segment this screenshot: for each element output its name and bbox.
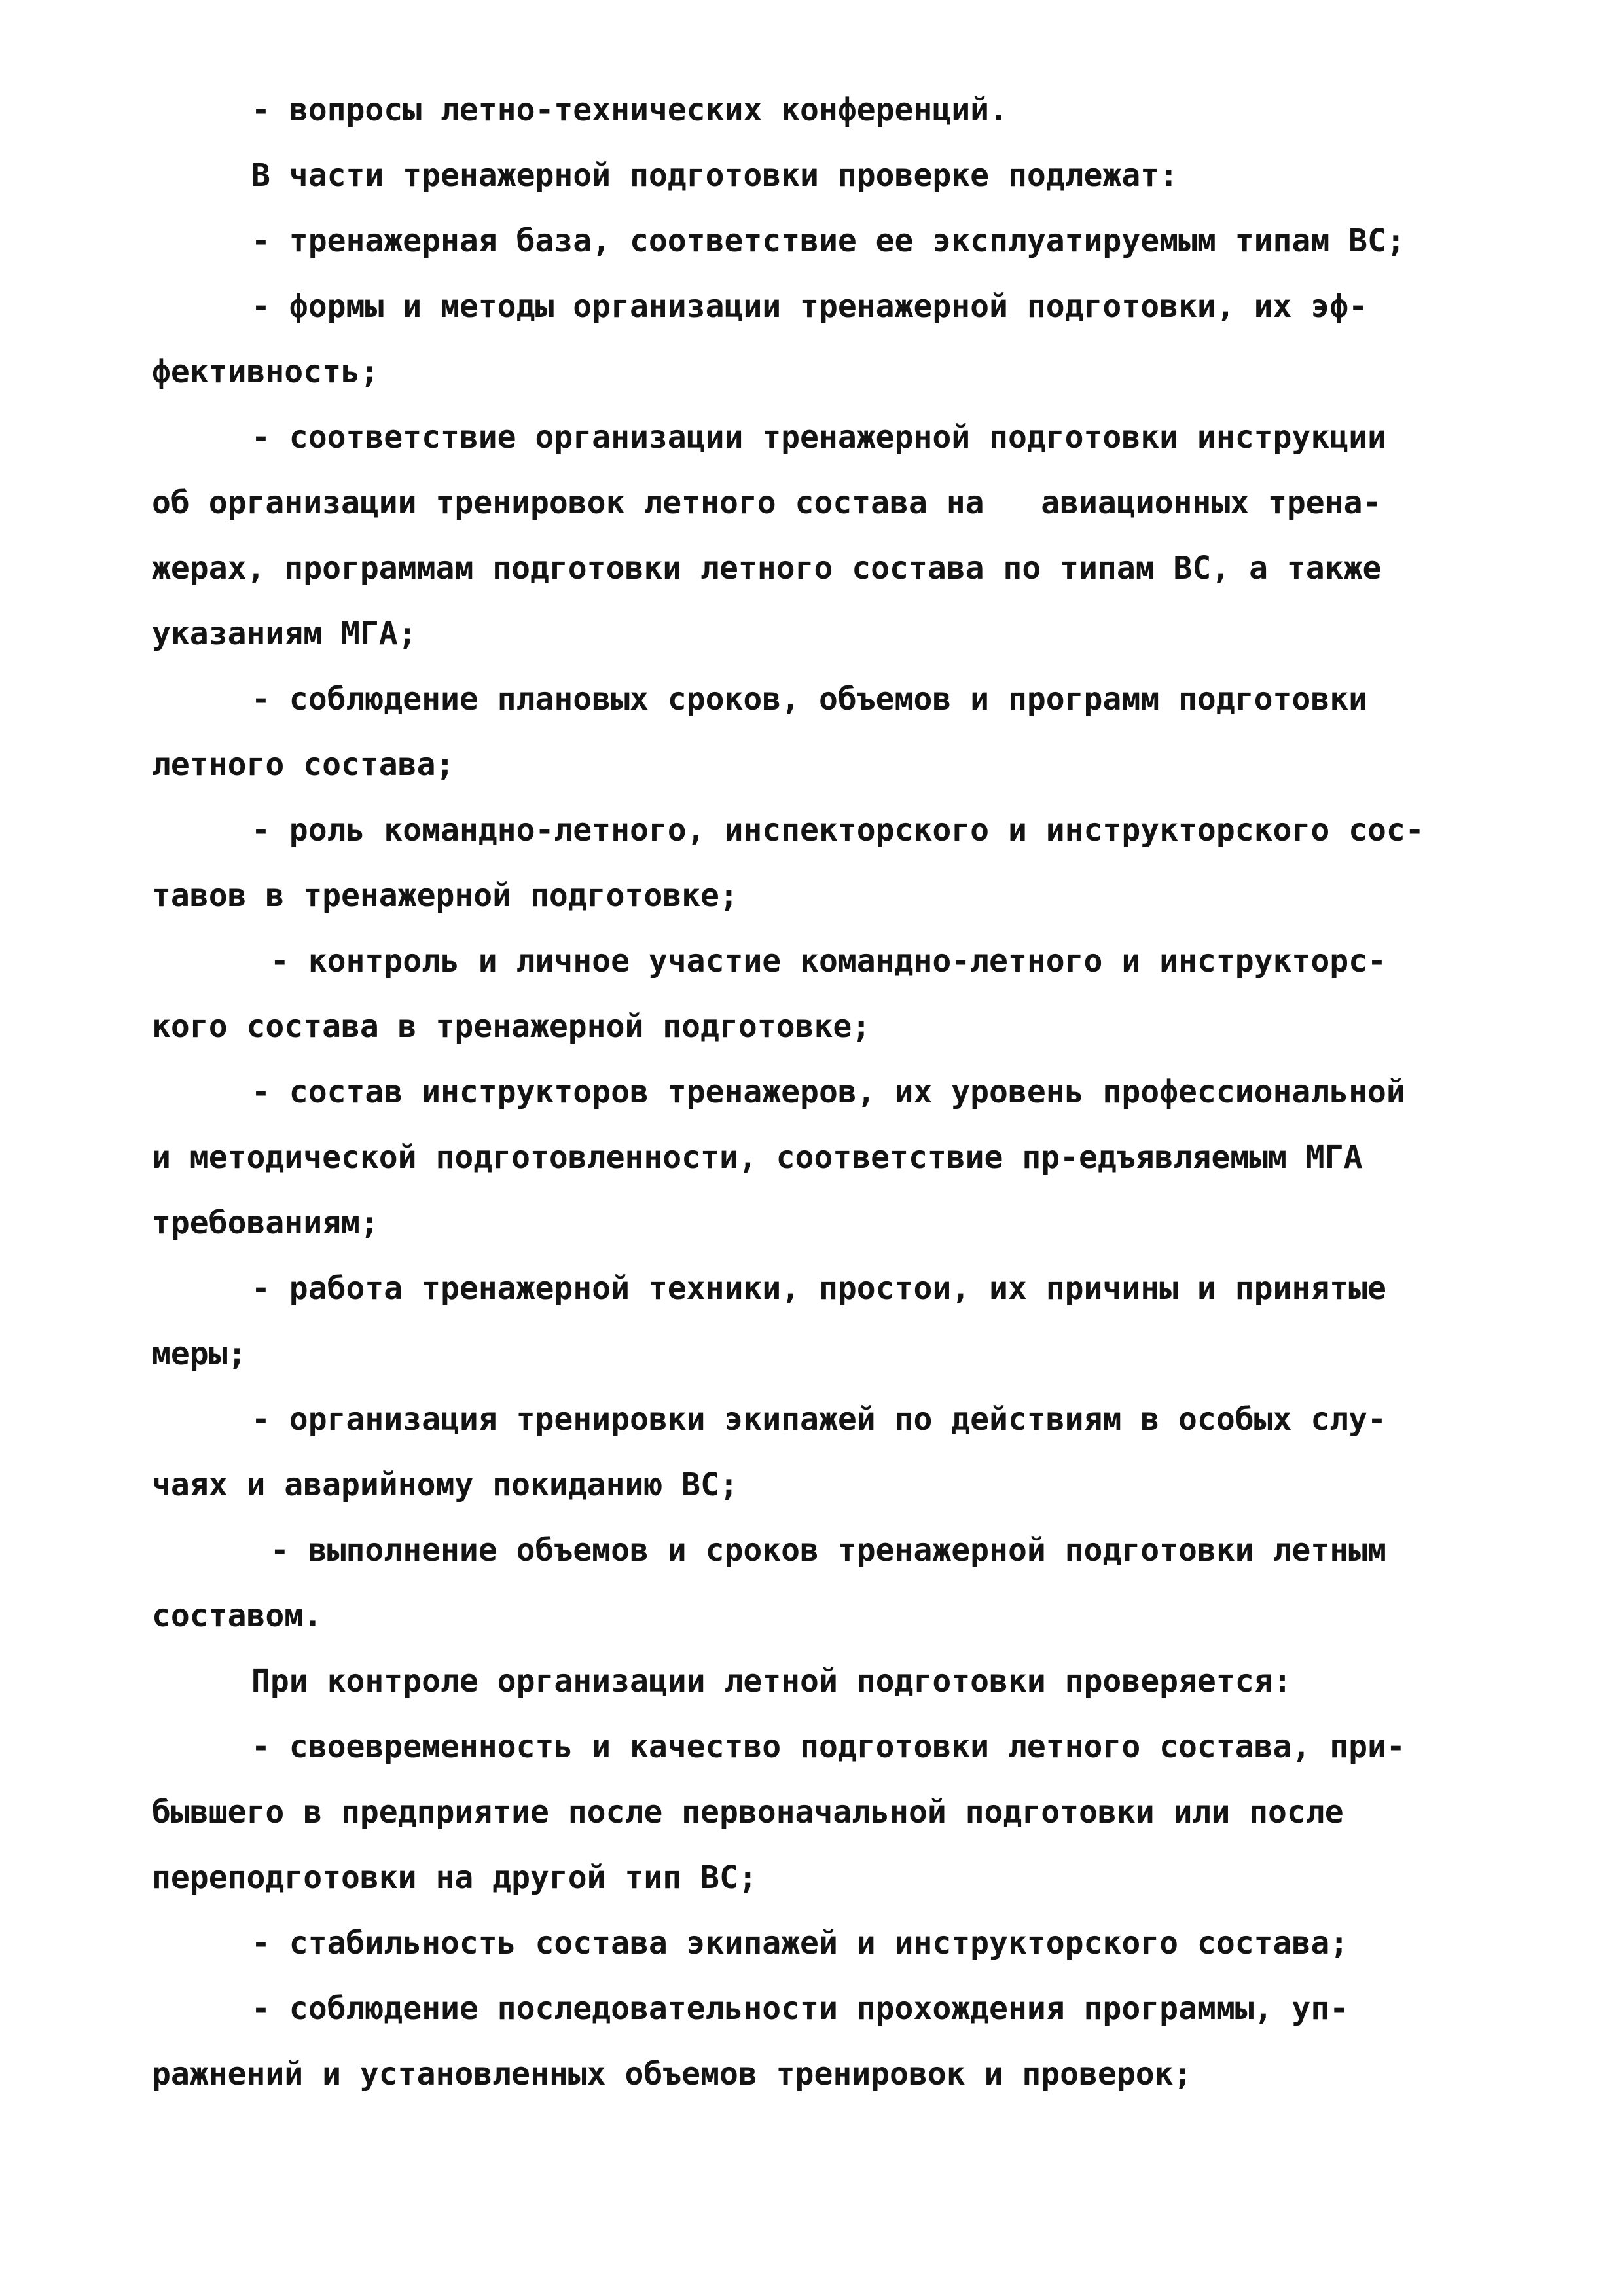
continuation-line: тавов в тренажерной подготовке; bbox=[152, 877, 738, 914]
continuation-line: летного состава; bbox=[152, 746, 455, 783]
section-heading-line: В части тренажерной подготовки проверке подлежат: bbox=[251, 157, 1179, 194]
continuation-line: жерах, программам подготовки летного состава по типам ВС, а также bbox=[152, 550, 1382, 587]
continuation-line: чаях и аварийному покиданию ВС; bbox=[152, 1467, 738, 1503]
continuation-line: об организации тренировок летного состава на авиационных трена- bbox=[152, 484, 1382, 521]
list-item-line: - организация тренировки экипажей по действиям в особых слу- bbox=[251, 1401, 1386, 1438]
list-item-line: - соблюдение плановых сроков, объемов и программ подготовки bbox=[251, 681, 1368, 718]
continuation-line: бывшего в предприятие после первоначальной подготовки или после bbox=[152, 1794, 1344, 1831]
list-item-line: - выполнение объемов и сроков тренажерной подготовки летным bbox=[251, 1532, 1386, 1569]
continuation-line: составом. bbox=[152, 1597, 323, 1634]
list-item-line: - роль командно-летного, инспекторского и инструкторского сос- bbox=[251, 812, 1424, 848]
list-item-line: - соответствие организации тренажерной подготовки инструкции bbox=[251, 419, 1386, 456]
list-item-line: - стабильность состава экипажей и инструкторского состава; bbox=[251, 1925, 1349, 1961]
list-item-line: - работа тренажерной техники, простои, их причины и принятые bbox=[251, 1270, 1386, 1307]
continuation-line: и методической подготовленности, соответствие пр-едъявляемым МГА bbox=[152, 1139, 1363, 1176]
list-item-line: - формы и методы организации тренажерной подготовки, их эф- bbox=[251, 288, 1368, 325]
list-item-line: - своевременность и качество подготовки летного состава, при- bbox=[251, 1728, 1405, 1765]
list-item-line: - тренажерная база, соответствие ее эксплуатируемым типам ВС; bbox=[251, 223, 1405, 259]
continuation-line: ражнений и установленных объемов тренировок и проверок; bbox=[152, 2056, 1193, 2092]
section-heading-line: При контроле организации летной подготовки проверяется: bbox=[251, 1663, 1292, 1700]
document-body bbox=[152, 77, 1500, 2107]
list-item-line: - состав инструкторов тренажеров, их уровень профессиональной bbox=[251, 1074, 1405, 1110]
list-item-line: - контроль и личное участие командно-летного и инструкторс- bbox=[251, 943, 1386, 979]
continuation-line: меры; bbox=[152, 1336, 247, 1372]
continuation-line: переподготовки на другой тип ВС; bbox=[152, 1859, 757, 1896]
continuation-line: фективность; bbox=[152, 354, 379, 390]
text-line: - вопросы летно-технических конференций. bbox=[251, 92, 1008, 128]
continuation-line: указаниям МГА; bbox=[152, 615, 417, 652]
list-item-line: - соблюдение последовательности прохождения программы, уп- bbox=[251, 1990, 1349, 2027]
continuation-line: требованиям; bbox=[152, 1205, 379, 1241]
continuation-line: кого состава в тренажерной подготовке; bbox=[152, 1008, 871, 1045]
